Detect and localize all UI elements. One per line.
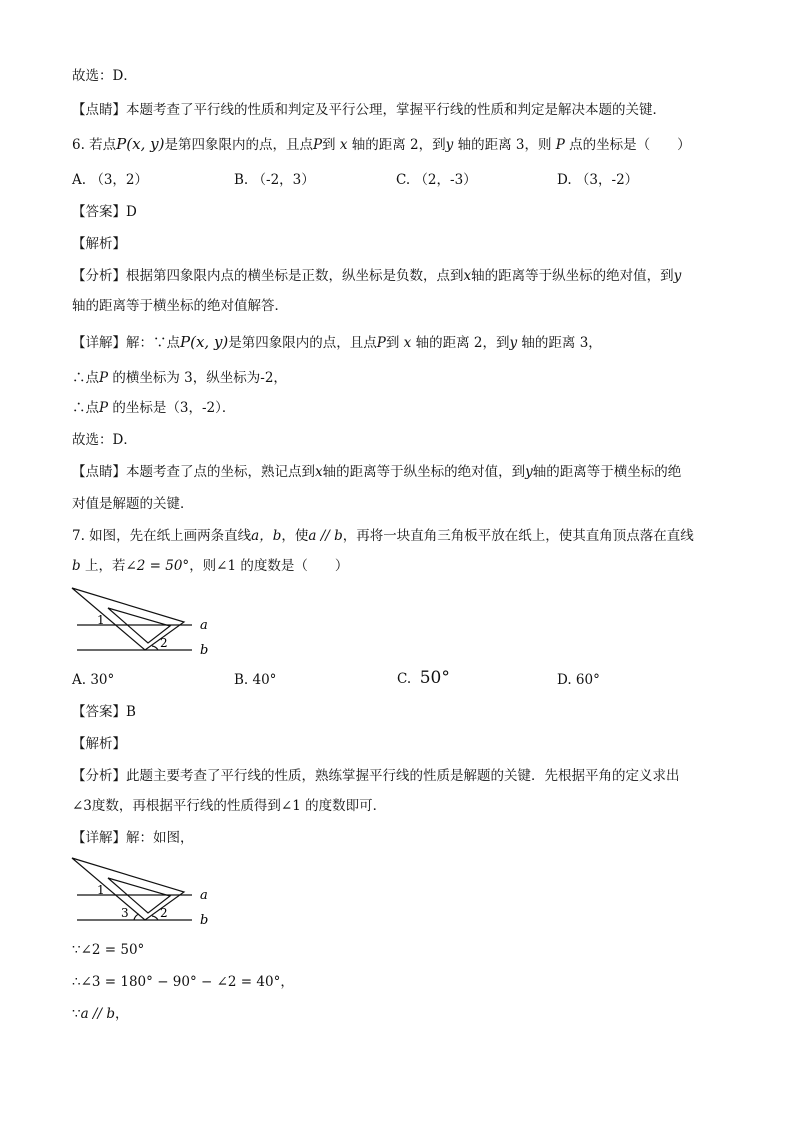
analysis-text: 轴的距离等于横坐标的绝对值解答． [72, 298, 288, 314]
option-c [397, 668, 450, 689]
text: 的横坐标为 3，纵坐标为-2， [112, 370, 287, 386]
q6-math: y [445, 137, 454, 153]
text: 到 [385, 335, 400, 351]
label-3: 3 [121, 906, 129, 920]
figure-triangle-parallel-lines-annotated [70, 856, 220, 930]
text: 【分析】根据第四象限内点的横坐标是正数，纵坐标是负数，点到 [72, 268, 464, 284]
q6-math: x [339, 137, 348, 153]
text: 是第四象限内的点，且点 [228, 335, 377, 351]
figure-triangle-parallel-lines [70, 586, 220, 660]
text: 的坐标是（3，-2）． [112, 400, 236, 416]
option-a: A. 30° [72, 672, 115, 688]
math: a // b [308, 528, 343, 544]
label-b: b [200, 643, 209, 658]
equation-line: ∵∠2 = 50° [72, 942, 145, 958]
label-a: a [200, 888, 208, 903]
note-line: 【点睛】本题考查了平行线的性质和判定及平行公理，掌握平行线的性质和判定是解决本题的关键． [72, 102, 666, 118]
math: x [463, 268, 472, 284]
text: 7. 如图，先在纸上画两条直线 [72, 528, 252, 544]
label-a: a [200, 618, 208, 633]
text: 轴的距离等于横坐标的绝 [532, 464, 682, 480]
analysis-label: 【解析】 [72, 736, 126, 752]
math: P(x, y) [180, 333, 229, 351]
math: b [72, 558, 81, 574]
option-c-value: 50° [419, 668, 450, 688]
math: y [509, 335, 518, 351]
q6-math: P [555, 137, 565, 153]
answer-label: 【答案】D [72, 204, 137, 220]
math: ∠2 = 50° [125, 558, 190, 574]
math: y [525, 464, 533, 480]
equation-line: ∴∠3 = 180° − 90° − ∠2 = 40°， [72, 974, 294, 990]
analysis-text: 【分析】此题主要考查了平行线的性质，熟练掌握平行线的性质是解题的关键．先根据平角的定义求出 [72, 768, 680, 784]
math: P [99, 370, 109, 386]
q6-text: 是第四象限内的点，且点 [164, 137, 313, 153]
detail-text: 【详解】解：如图， [72, 830, 194, 846]
text: ∴点 [72, 370, 99, 386]
text: 轴的距离 3， [521, 335, 602, 351]
analysis-text [72, 266, 681, 286]
math: a，b [251, 528, 282, 544]
math: P [376, 335, 386, 351]
q6-math: P(x, y) [116, 135, 165, 153]
text: 【点睛】本题考查了点的坐标，熟记点到 [72, 464, 315, 480]
q6-text: 6. 若点 [72, 137, 117, 153]
question-7 [72, 556, 348, 576]
text: ∴点 [72, 400, 99, 416]
q6-text: 点的坐标是（ ） [569, 137, 691, 153]
option-c: C. （2，-3） [396, 172, 477, 188]
label-1: 1 [97, 883, 105, 897]
option-a: A. （3，2） [72, 172, 149, 188]
step-line [72, 398, 235, 418]
note-line: 对值是解题的关键． [72, 496, 194, 512]
math: x [315, 464, 323, 480]
text: 轴的距离等于纵坐标的绝对值，到 [322, 464, 526, 480]
text: ，则∠1 的度数是（ ） [189, 558, 349, 574]
math: x [403, 335, 412, 351]
question-7 [72, 526, 694, 546]
text: 轴的距离 2，到 [415, 335, 510, 351]
text: ，使 [281, 528, 309, 544]
math: y [673, 268, 682, 284]
question-6 [72, 134, 691, 155]
angle-3-arc [134, 914, 139, 920]
step-line [72, 368, 287, 388]
note-line [72, 462, 681, 482]
option-b: B. （-2，3） [234, 172, 315, 188]
q6-text: 轴的距离 3，则 [457, 137, 552, 153]
option-b: B. 40° [234, 672, 277, 688]
text: ∵ [72, 1006, 81, 1022]
answer-label: 【答案】B [72, 704, 136, 720]
analysis-label: 【解析】 [72, 236, 126, 252]
text-line: 故选：D． [72, 68, 137, 84]
text: ， [114, 1006, 129, 1022]
label-2: 2 [160, 906, 168, 920]
text: 轴的距离等于纵坐标的绝对值，到 [471, 268, 674, 284]
label-b: b [200, 913, 209, 928]
detail-text [72, 332, 602, 353]
q6-text: 到 [322, 137, 336, 153]
analysis-text: ∠3度数，再根据平行线的性质得到∠1 的度数即可． [72, 798, 387, 814]
option-d: D. 60° [557, 672, 600, 688]
equation-line [72, 1004, 128, 1024]
q6-text: 轴的距离 2，到 [351, 137, 446, 153]
math: P [99, 400, 109, 416]
option-d: D. （3，-2） [557, 172, 639, 188]
text: 上，若 [84, 558, 126, 574]
math: a // b [80, 1006, 115, 1022]
text: 【详解】解：∵点 [72, 335, 180, 351]
q6-math: P [312, 137, 323, 153]
text: ，再将一块直角三角板平放在纸上，使其直角顶点落在直线 [342, 528, 694, 544]
text-line: 故选：D． [72, 432, 137, 448]
label-1: 1 [97, 613, 105, 627]
label-2: 2 [160, 636, 168, 650]
text: C. [397, 671, 412, 687]
